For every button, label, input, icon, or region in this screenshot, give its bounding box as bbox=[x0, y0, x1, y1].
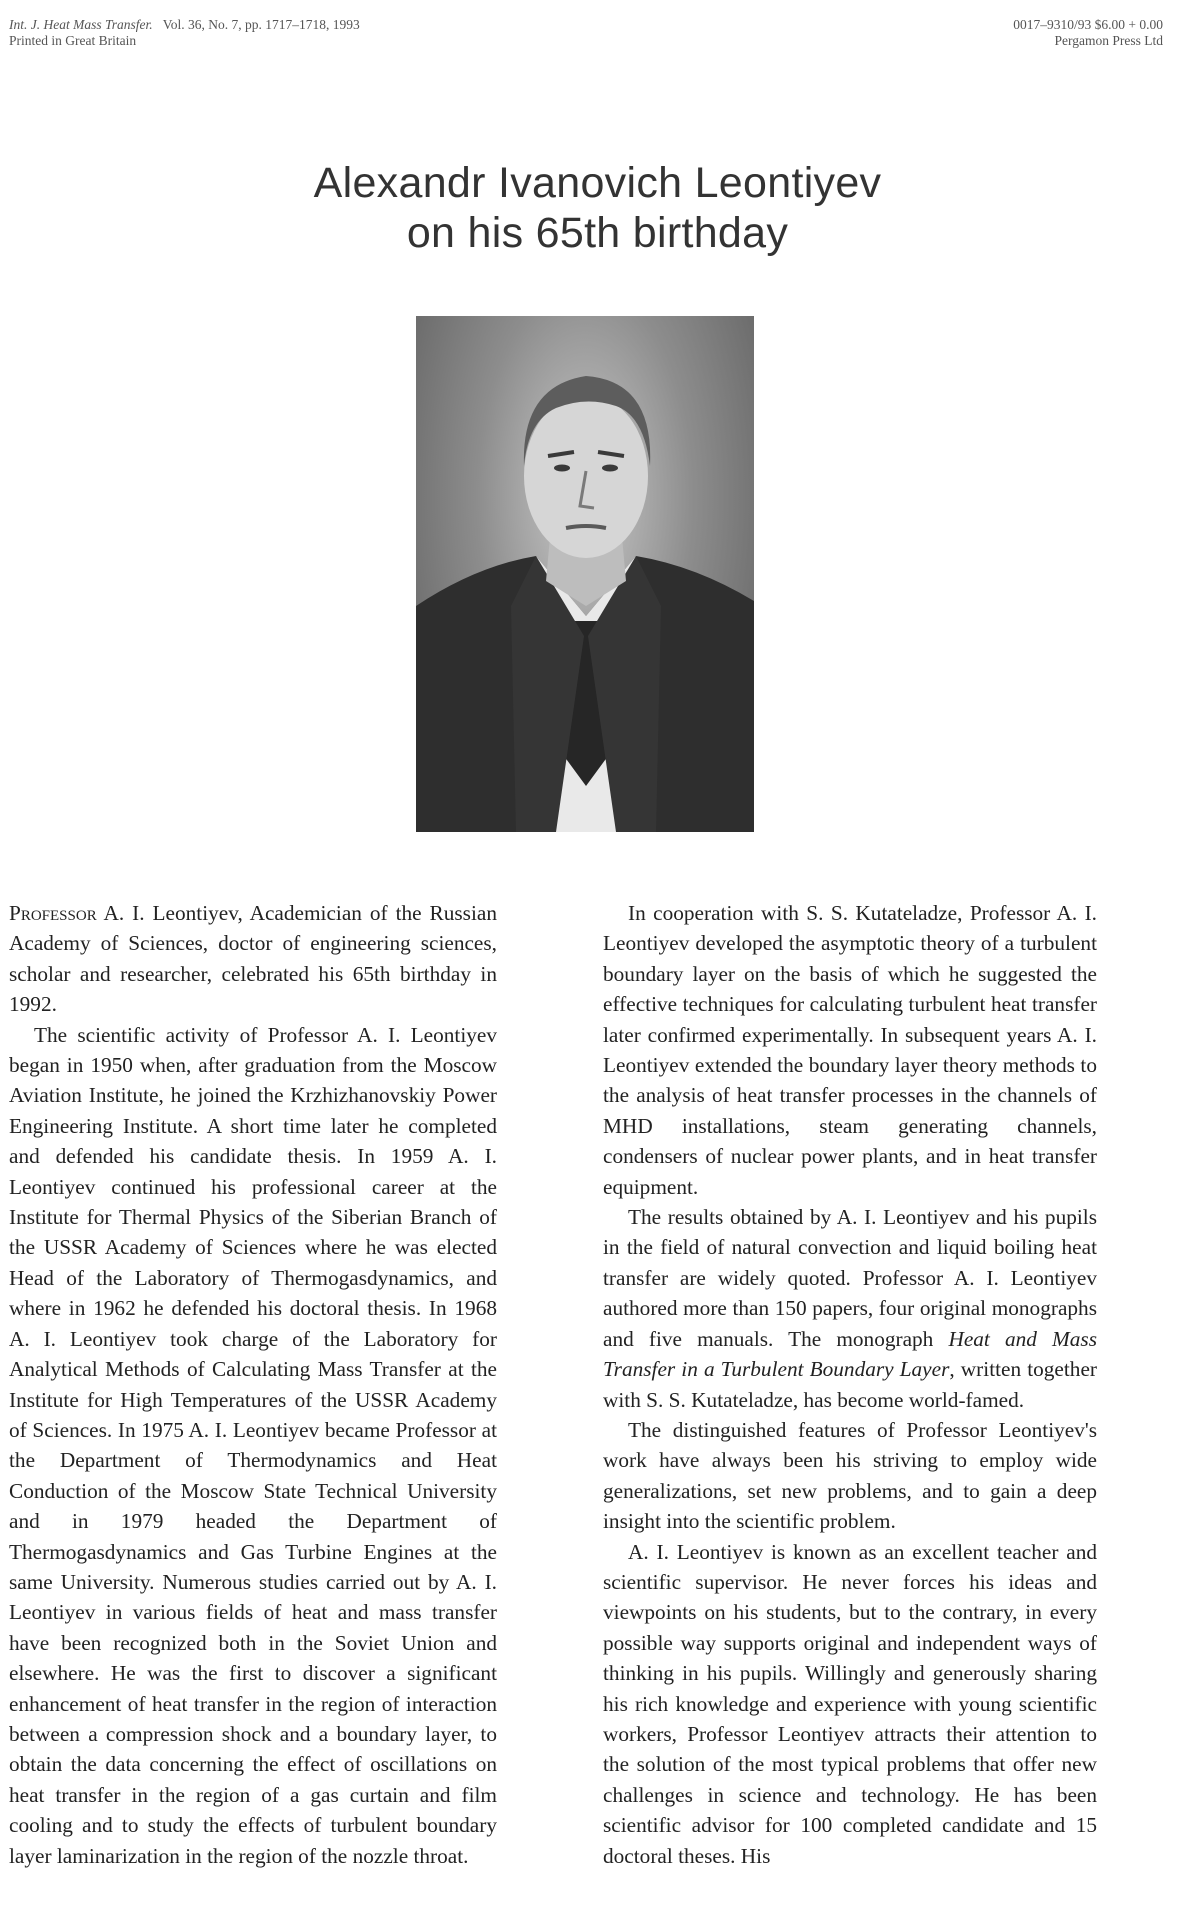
publisher: Pergamon Press Ltd bbox=[1054, 33, 1163, 48]
paragraph: A. I. Leontiyev is known as an excellent teacher and scientific supervisor. He never forces his ideas and viewpoints on his students, but to the contrary, in every possible way supports original and independent ways of thinking in his pupils. Willingly and generously sharing his rich knowledge and experience with young scientific workers, Professor Leontiyev attracts their attention to the solution of the most typical problems that offer new challenges in science and technology. He has been scientific advisor for 100 completed candidate and 15 doctoral theses. His bbox=[603, 1539, 1097, 1868]
journal-header-right bbox=[1013, 17, 1163, 49]
paragraph-text: A. I. Leontiyev, Academician of the Russian Academy of Sciences, doctor of engineering sciences, scholar and researcher, celebrated his 65th birthday in 1992. bbox=[9, 901, 497, 1017]
journal-citation-line bbox=[9, 17, 360, 33]
paragraph: The scientific activity of Professor A. I. Leontiyev began in 1950 when, after graduation from the Moscow Aviation Institute, he joined the Krzhizhanovskiy Power Engineering Institute. A short time later he completed and defended his candidate thesis. In 1959 A. I. Leontiyev continued his professional career at the Institute for Thermal Physics of the Siberian Branch of the USSR Academy of Sciences where he was elected Head of the Laboratory of Thermogasdynamics, and where in 1962 he defended his doctoral thesis. In 1968 A. I. Leontiyev took charge of the Laboratory for Analytical Methods of Calculating Mass Transfer at the Institute for High Temperatures of the USSR Academy of Sciences. In 1975 A. I. Leontiyev became Professor at the Department of Thermodynamics and Heat Conduction of the Moscow State Technical University and in 1979 headed the Department of Thermogasdynamics and Gas Turbine Engines at the same University. Numerous studies carried out by A. I. Leontiyev in various fields of heat and mass transfer have been recognized both in the Soviet Union and elsewhere. He was the first to discover a significant enhancement of heat transfer in the region of interaction between a compression shock and a boundary layer, to obtain the data concerning the effect of oscillations on heat transfer in the region of a gas curtain and film cooling and to study the effects of turbulent boundary layer laminarization in the region of the nozzle throat. bbox=[9, 1022, 497, 1868]
portrait-illustration bbox=[416, 316, 754, 832]
title-line-1: Alexandr Ivanovich Leontiyev bbox=[313, 159, 882, 207]
left-eye-shape bbox=[554, 465, 570, 472]
mouth-shape bbox=[566, 526, 606, 528]
paragraph-text: , written together with S. S. Kutateladze, has become world-famed. bbox=[603, 1357, 1097, 1412]
lead-word: Professor bbox=[9, 901, 97, 925]
right-column bbox=[603, 898, 1097, 1871]
left-column bbox=[9, 898, 497, 1871]
title-line-2: on his 65th birthday bbox=[406, 209, 789, 257]
paragraph bbox=[9, 898, 497, 1020]
book-title: Heat and Mass Transfer in a Turbulent Boundary Layer bbox=[603, 1326, 1097, 1382]
paragraph: The distinguished features of Professor Leontiyev's work have always been his striving to employ wide generalizations, set new problems, and to gain a deep insight into the scientific problem. bbox=[603, 1417, 1097, 1534]
printed-in: Printed in Great Britain bbox=[9, 33, 137, 48]
right-eye-shape bbox=[602, 465, 618, 472]
journal-header-left bbox=[9, 17, 360, 49]
journal-name: Int. J. Heat Mass Transfer. bbox=[9, 17, 153, 32]
paragraph-text: The results obtained by A. I. Leontiyev and his pupils in the field of natural convection and liquid boiling heat transfer are widely quoted. Professor A. I. Leontiyev authored more than 150 papers, four original monographs and five manuals. The monograph bbox=[603, 1205, 1097, 1351]
price-code: 0017–9310/93 $6.00 + 0.00 bbox=[1013, 17, 1163, 32]
portrait-photo bbox=[416, 316, 754, 832]
article-title bbox=[0, 158, 1195, 258]
paragraph bbox=[603, 1202, 1097, 1415]
journal-citation: Vol. 36, No. 7, pp. 1717–1718, 1993 bbox=[162, 17, 360, 32]
paragraph: In cooperation with S. S. Kutateladze, Professor A. I. Leontiyev developed the asymptotic theory of a turbulent boundary layer on the basis of which he suggested the effective techniques for calculating turbulent heat transfer later confirmed experimentally. In subsequent years A. I. Leontiyev extended the boundary layer theory methods to the analysis of heat transfer processes in the channels of MHD installations, steam generating channels, condensers of nuclear power plants, and in heat transfer equipment. bbox=[603, 901, 1097, 1199]
